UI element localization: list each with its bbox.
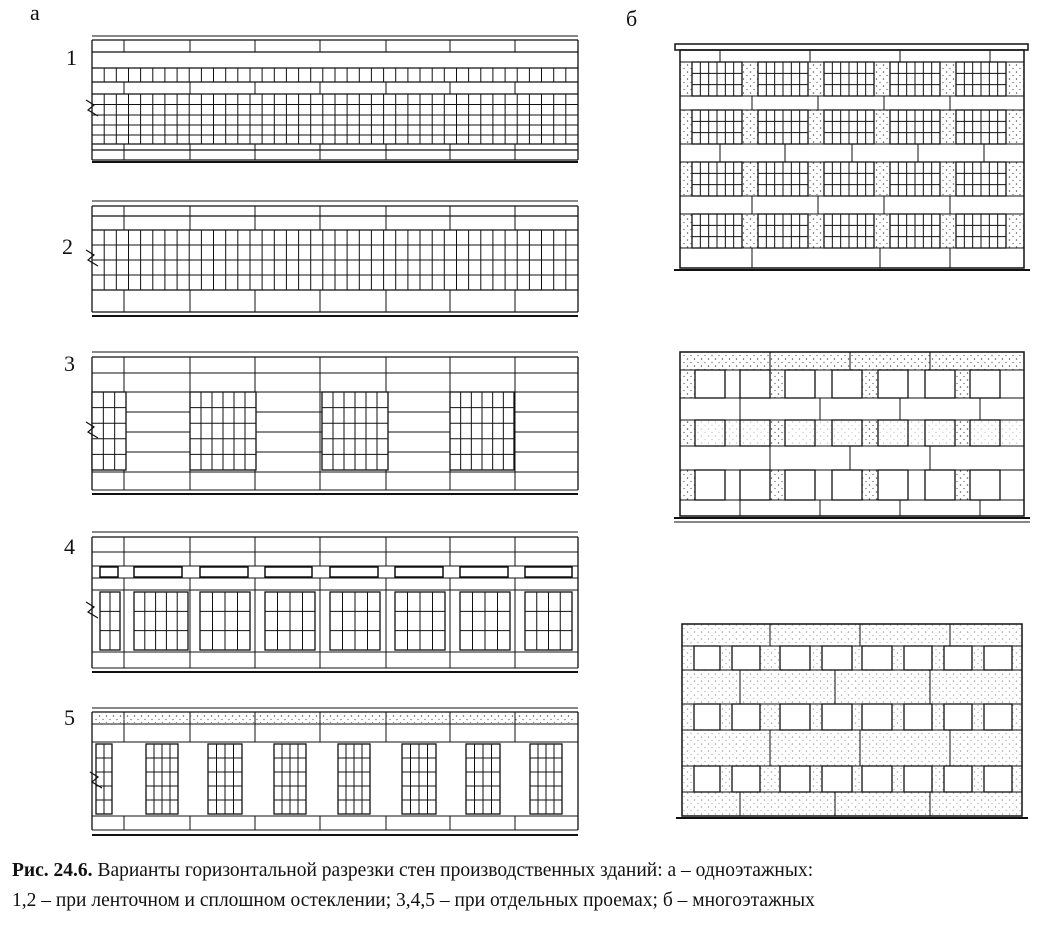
window-frame xyxy=(904,704,932,730)
window-frame xyxy=(944,766,972,792)
figure-caption xyxy=(12,856,1052,916)
stipple-pier xyxy=(680,370,695,398)
panel-rect xyxy=(815,370,832,398)
window-frame xyxy=(904,646,932,670)
window-frame xyxy=(970,470,1000,500)
window-frame xyxy=(694,646,720,670)
window-frame xyxy=(984,646,1012,670)
stipple-pier xyxy=(808,62,824,96)
window-frame xyxy=(785,370,815,398)
label-group-a: а xyxy=(30,0,40,25)
window-frame xyxy=(740,470,770,500)
window-frame xyxy=(878,370,908,398)
window-frame xyxy=(878,470,908,500)
ribbon-window xyxy=(460,567,508,577)
stipple-pier xyxy=(1006,214,1024,248)
window-frame xyxy=(785,470,815,500)
stipple-pier xyxy=(742,62,758,96)
label-variant-3: 3 xyxy=(64,351,75,376)
facade-variant-4 xyxy=(86,532,578,672)
stipple-pier xyxy=(874,214,890,248)
window-frame xyxy=(832,370,862,398)
window-frame xyxy=(862,704,892,730)
stipple-pier xyxy=(680,162,692,196)
window-frame xyxy=(862,646,892,670)
panel-rect xyxy=(908,470,925,500)
window-frame xyxy=(862,766,892,792)
panel-rect xyxy=(725,370,740,398)
caption-line-2: 1,2 – при ленточном и сплошном остеклении; 3,4,5 – при отдельных проемах; б – многоэтажных xyxy=(12,890,815,911)
window-frame xyxy=(822,766,852,792)
stipple-pier xyxy=(940,110,956,144)
stipple-pier xyxy=(770,370,785,398)
stipple-pier xyxy=(955,470,970,500)
stipple-band xyxy=(680,420,1024,446)
window-frame xyxy=(822,704,852,730)
window-frame xyxy=(984,704,1012,730)
facade-variant-2 xyxy=(86,201,578,316)
window-frame xyxy=(984,766,1012,792)
stipple-pier xyxy=(874,162,890,196)
stipple-pier xyxy=(680,214,692,248)
window-frame xyxy=(944,704,972,730)
window-frame xyxy=(694,766,720,792)
stipple-pier xyxy=(742,110,758,144)
window-frame xyxy=(832,470,862,500)
stipple-pier xyxy=(680,110,692,144)
stipple-band xyxy=(95,713,575,723)
parapet xyxy=(675,44,1028,50)
panel-rect xyxy=(725,470,740,500)
stipple-pier xyxy=(1006,162,1024,196)
caption-prefix: Рис. 24.6. xyxy=(12,860,93,881)
facade-multistorey-1 xyxy=(674,44,1030,270)
stipple-pier xyxy=(1006,62,1024,96)
panel-rect xyxy=(908,370,925,398)
facade-variant-1 xyxy=(86,36,578,162)
stipple-pier xyxy=(874,110,890,144)
ribbon-window xyxy=(330,567,378,577)
label-variant-4: 4 xyxy=(64,534,75,559)
stipple-pier xyxy=(940,162,956,196)
panel-rect xyxy=(1000,370,1024,398)
window-frame xyxy=(780,766,810,792)
stipple-pier xyxy=(955,370,970,398)
panel-rect xyxy=(815,470,832,500)
ribbon-window xyxy=(100,567,118,577)
label-variant-5: 5 xyxy=(64,705,75,730)
window-frame xyxy=(780,646,810,670)
window-frame xyxy=(732,704,760,730)
window-frame xyxy=(925,370,955,398)
facade-multistorey-2 xyxy=(674,352,1030,522)
stipple-pier xyxy=(742,214,758,248)
ribbon-window xyxy=(134,567,182,577)
window-frame xyxy=(780,704,810,730)
window-frame xyxy=(694,704,720,730)
ribbon-window xyxy=(395,567,443,577)
window-frame xyxy=(740,370,770,398)
stipple-pier xyxy=(862,370,878,398)
label-group-b: б xyxy=(626,6,638,31)
window-frame xyxy=(695,470,725,500)
stipple-pier xyxy=(940,62,956,96)
ribbon-window xyxy=(265,567,312,577)
ribbon-window xyxy=(200,567,248,577)
caption-line-1: Варианты горизонтальной разрезки стен производственных зданий: а – одноэтажных: xyxy=(97,860,814,881)
stipple-pier xyxy=(874,62,890,96)
stipple-pier xyxy=(862,470,878,500)
ribbon-window xyxy=(525,567,572,577)
label-variant-1: 1 xyxy=(66,45,77,70)
window-frame xyxy=(695,370,725,398)
window-frame xyxy=(925,470,955,500)
facade-variant-5 xyxy=(90,708,578,835)
stipple-pier xyxy=(742,162,758,196)
panel-rect xyxy=(1000,470,1024,500)
stipple-pier xyxy=(940,214,956,248)
window-frame xyxy=(970,370,1000,398)
window-frame xyxy=(822,646,852,670)
window-frame xyxy=(92,392,126,470)
stipple-pier xyxy=(808,110,824,144)
window-frame xyxy=(134,592,188,650)
stipple-pier xyxy=(1006,110,1024,144)
window-frame xyxy=(944,646,972,670)
stipple-pier xyxy=(680,62,692,96)
stipple-band xyxy=(680,352,1024,370)
stipple-pier xyxy=(808,162,824,196)
stipple-pier xyxy=(680,470,695,500)
window-frame xyxy=(732,646,760,670)
facade-multistorey-3 xyxy=(676,624,1028,818)
window-frame xyxy=(904,766,932,792)
label-variant-2: 2 xyxy=(62,234,73,259)
facade-variant-3 xyxy=(86,352,578,494)
window-frame xyxy=(732,766,760,792)
stipple-pier xyxy=(770,470,785,500)
stipple-pier xyxy=(808,214,824,248)
